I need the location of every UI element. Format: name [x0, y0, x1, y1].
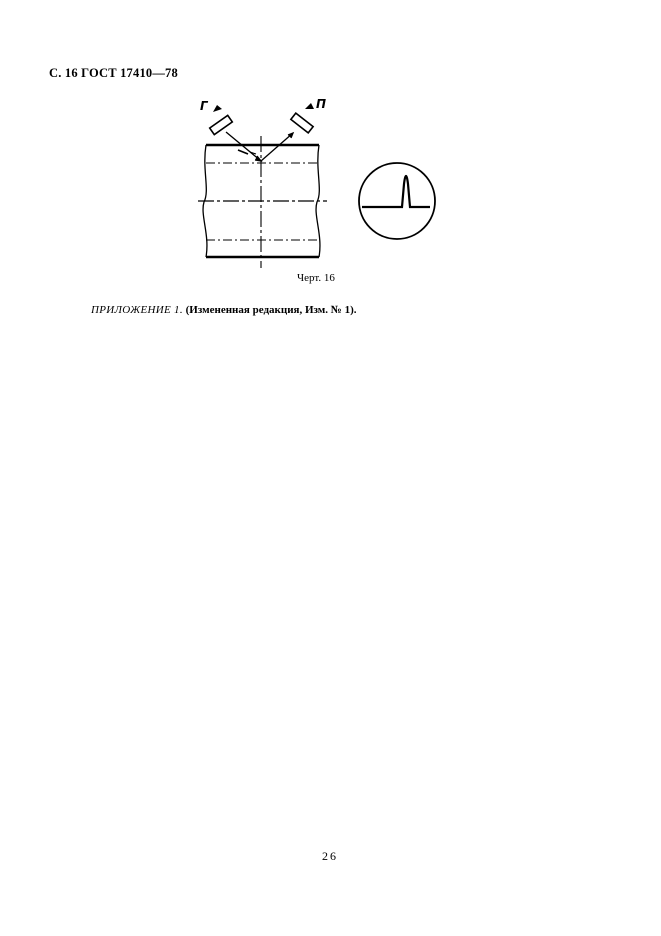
generator-label: Г: [200, 99, 208, 113]
appendix-note-lead: ПРИЛОЖЕНИЕ 1.: [91, 304, 183, 316]
appendix-note-revision: (Измененная редакция, Изм. № 1).: [185, 304, 357, 316]
generator-transducer: [210, 105, 233, 135]
receiver-label: П: [316, 97, 327, 111]
page-number: 26: [322, 849, 338, 863]
page-header: С. 16 ГОСТ 17410—78: [49, 66, 178, 80]
drawing-figure-16: [190, 90, 450, 270]
oscilloscope-display: [359, 163, 435, 239]
receiver-transducer: [291, 103, 314, 133]
pipe-section: [198, 136, 327, 268]
figure-caption: Черт. 16: [297, 272, 335, 284]
appendix-note: [91, 304, 357, 316]
beam-path: [226, 132, 293, 161]
